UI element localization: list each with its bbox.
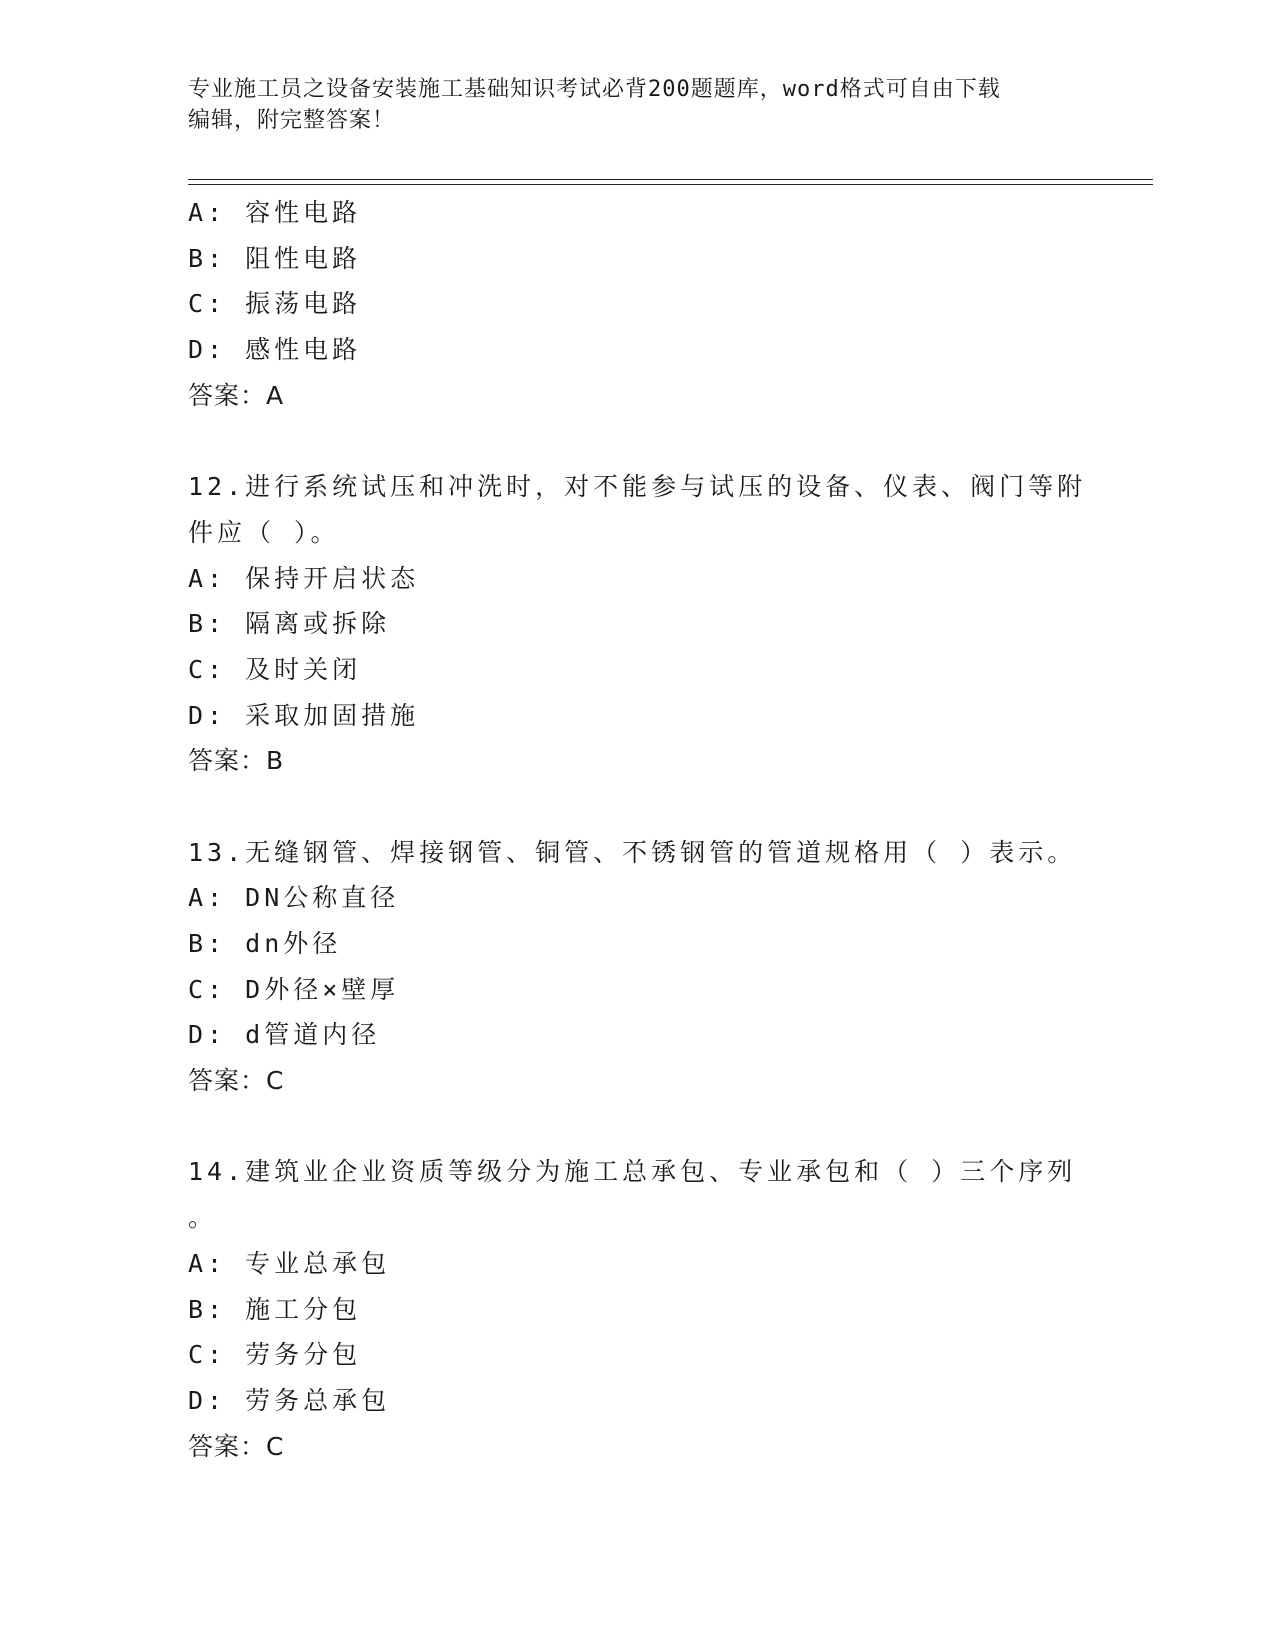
option-d: D: 采取加固措施: [188, 700, 420, 730]
question-stem-line-1: 13.无缝钢管、焊接钢管、铜管、不锈钢管的管道规格用（ ）表示。: [188, 837, 1077, 867]
answer-line: 答案：C: [188, 1431, 285, 1461]
document-header: [188, 74, 1088, 136]
option-d: D: d管道内径: [188, 1020, 381, 1050]
answer-line: 答案：C: [188, 1066, 285, 1096]
option-a: A: 容性电路: [188, 198, 362, 227]
option-b: B: dn外径: [188, 929, 342, 958]
option-c: C: 劳务分包: [188, 1340, 362, 1370]
question-stem-line-2: 。: [188, 1203, 218, 1233]
question-stem-line-1: 12.进行系统试压和冲洗时，对不能参与试压的设备、仪表、阀门等附: [188, 472, 1087, 502]
question-stem-line-1: 14.建筑业企业资质等级分为施工总承包、专业承包和（ ）三个序列: [188, 1157, 1077, 1187]
question-13: [188, 830, 1088, 1104]
header-rule-top: [188, 179, 1153, 180]
option-a: A: 保持开启状态: [188, 563, 420, 593]
option-a: A: 专业总承包: [188, 1248, 391, 1278]
option-b: B: 隔离或拆除: [188, 609, 391, 639]
option-b: B: 施工分包: [188, 1294, 362, 1324]
question-14: [188, 1149, 1088, 1469]
spacer: [188, 1104, 1088, 1150]
option-c: C: D外径×壁厚: [188, 974, 400, 1004]
option-a: A: DN公称直径: [188, 883, 400, 913]
option-d: D: 感性电路: [188, 335, 362, 365]
question-11: [188, 190, 1088, 418]
answer-line: 答案：B: [188, 746, 285, 776]
question-list: [188, 190, 1088, 1469]
question-stem-line-2: 件应（ ）。: [188, 517, 340, 547]
header-line-1: 专业施工员之设备安装施工基础知识考试必背200题题库，word格式可自由下载: [188, 77, 1001, 102]
spacer: [188, 784, 1088, 830]
answer-line: 答案：A: [188, 380, 285, 410]
option-c: C: 及时关闭: [188, 654, 362, 684]
option-d: D: 劳务总承包: [188, 1385, 391, 1415]
header-rule-bottom: [188, 184, 1153, 185]
header-line-2: 编辑，附完整答案！: [188, 108, 396, 133]
option-c: C: 振荡电路: [188, 289, 362, 319]
question-12: [188, 464, 1088, 784]
spacer: [188, 418, 1088, 464]
option-b: B: 阻性电路: [188, 243, 362, 273]
